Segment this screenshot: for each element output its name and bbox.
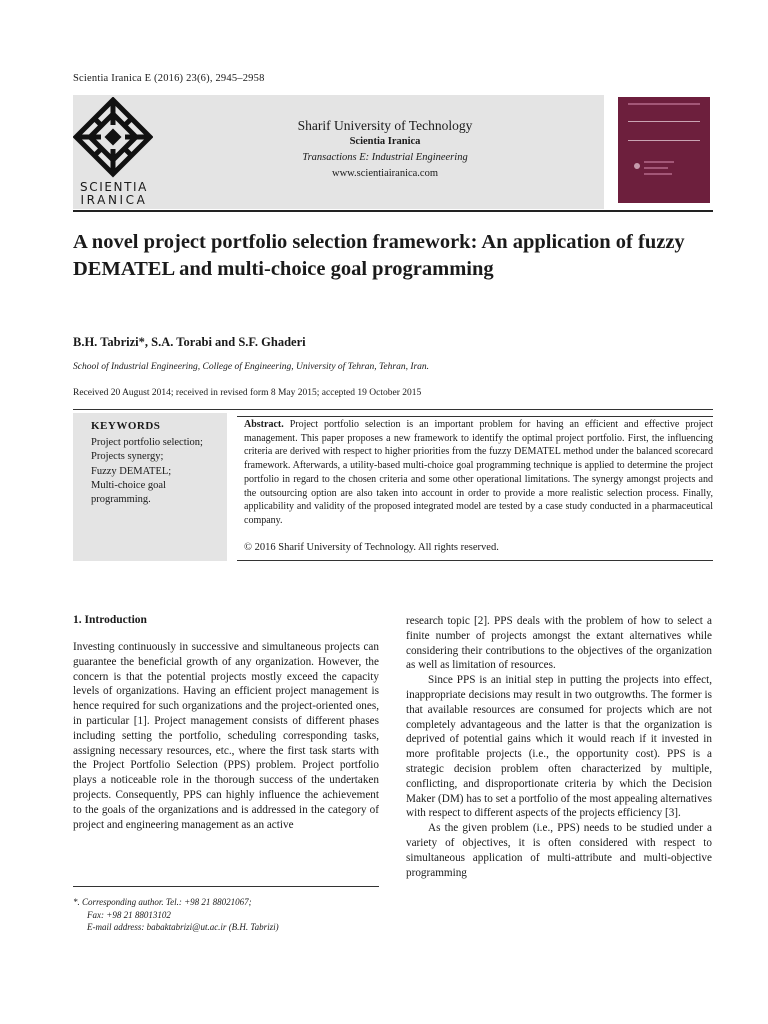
cover-decor (644, 161, 674, 163)
cover-emblem-icon (634, 163, 640, 169)
keywords-list (91, 436, 221, 507)
received-dates: Received 20 August 2014; received in revised form 8 May 2015; accepted 19 October 2015 (73, 388, 422, 398)
cover-decor (644, 173, 672, 175)
divider (73, 409, 713, 410)
cover-decor (628, 103, 700, 105)
footnote (73, 896, 379, 934)
journal-url[interactable]: www.scientiairanica.com (331, 168, 439, 179)
abstract-label: Abstract. (244, 419, 284, 430)
copyright: © 2016 Sharif University of Technology. All rights reserved. (244, 542, 499, 553)
divider (73, 210, 713, 212)
footnote-line: Fax: +98 21 88013102 (87, 909, 171, 920)
keyword-item: Multi-choice goal programming. (91, 479, 166, 506)
keywords-heading: KEYWORDS (91, 420, 161, 432)
divider (237, 416, 713, 417)
footnote-line: *. Corresponding author. Tel.: +98 21 88021067; (73, 897, 252, 907)
cover-decor (644, 167, 668, 169)
journal-cover-image (618, 97, 710, 203)
text-column-left (73, 640, 379, 832)
journal-reference: Scientia Iranica E (2016) 23(6), 2945–2958 (73, 73, 265, 84)
paragraph: research topic [2]. PPS deals with the problem of how to select a finite number of projects amongst the extant alternatives while considering their contributions to the objectives of the organization as well as limitation of resources. (406, 615, 712, 672)
paper-title: A novel project portfolio selection framework: An application of fuzzy DEMATEL and multi-choice goal programming (73, 231, 685, 280)
keyword-item: Project portfolio selection; (91, 437, 203, 448)
logo-text-scientia: SCIENTIA (80, 180, 148, 194)
abstract (244, 418, 713, 528)
keyword-item: Fuzzy DEMATEL; (91, 465, 172, 477)
logo-text-iranica: IRANICA (80, 193, 148, 207)
keyword-item: Projects synergy; (91, 451, 164, 463)
paragraph: As the given problem (i.e., PPS) needs to be studied under a variety of objectives, it is often considered with respect to simultaneous application of multi-attribute and multi-objective programming (406, 822, 712, 879)
journal-name: Scientia Iranica (349, 136, 421, 147)
affiliation: School of Industrial Engineering, College of Engineering, University of Tehran, Tehran, Iran. (73, 362, 430, 372)
transactions-name: Transactions E: Industrial Engineering (302, 152, 468, 163)
footnote-line: E-mail address: babaktabrizi@ut.ac.ir (B.H. Tabrizi) (87, 922, 279, 932)
authors: B.H. Tabrizi*, S.A. Torabi and S.F. Ghaderi (73, 335, 306, 349)
footnote-divider (73, 886, 379, 887)
university-name: Sharif University of Technology (297, 118, 473, 133)
journal-header (230, 118, 540, 182)
text-column-right (406, 614, 712, 880)
paragraph: Since PPS is an initial step in putting the projects into effect, inappropriate decisions may result in two outgrowths. The former is that available resources are consumed for projects which are not completely advantageous and the latter is that the organization is deprived of potential gains which it would reach if it invested in more profitable projects (i.e., the opportunity cost). PPS is a strategic decision problem often characterized by multiple, conflicting, and disproportionate criteria by which the Decision Maker (DM) has to set a portfolio of the most appealing alternatives with respect to different aspects of the projects efficiency [3]. (406, 674, 712, 820)
divider (237, 560, 713, 561)
paragraph: Investing continuously in successive and simultaneous projects can guarantee the beneficial growth of any organization. However, the concern is that the potential projects mostly exceed the capacity levels of organizations. Having an efficient project management is hence required for such organizations and the project-oriented ones, in particular [1]. Project management consists of different phases including setting the portfolio, scheduling corresponding tasks, assigning necessary resources, etc., where the first task starts with the Project Portfolio Selection (PPS) problem. Project portfolio plays a noticeable role in the thorough success of the undertaken projects. Consequently, PPS can highly influence the achievement to the goals of the organizations and is addressed in the category of project and engineering management as an active (73, 641, 379, 831)
section-heading: 1. Introduction (73, 614, 147, 626)
abstract-text: Project portfolio selection is an important problem for having an efficient and effective project management. This paper proposes a new framework to identify the optimal project portfolio. First, the influencing criteria are derived with respect to higher priorities from the fuzzy DEMATEL method under the balanced scorecard framework. Afterwards, a utility-based multi-choice goal programming technique is applied to determine the project portfolio in regard to the chosen criteria and some other operational limitations. The synergy amongst projects and the outsourcing option are also taken into account in order to provide a more realistic selection process. Finally, applicability and validity of the proposed integrated model are tested by a case study conducted in a pharmaceutical company. (244, 419, 713, 526)
cover-title-band (628, 121, 700, 141)
